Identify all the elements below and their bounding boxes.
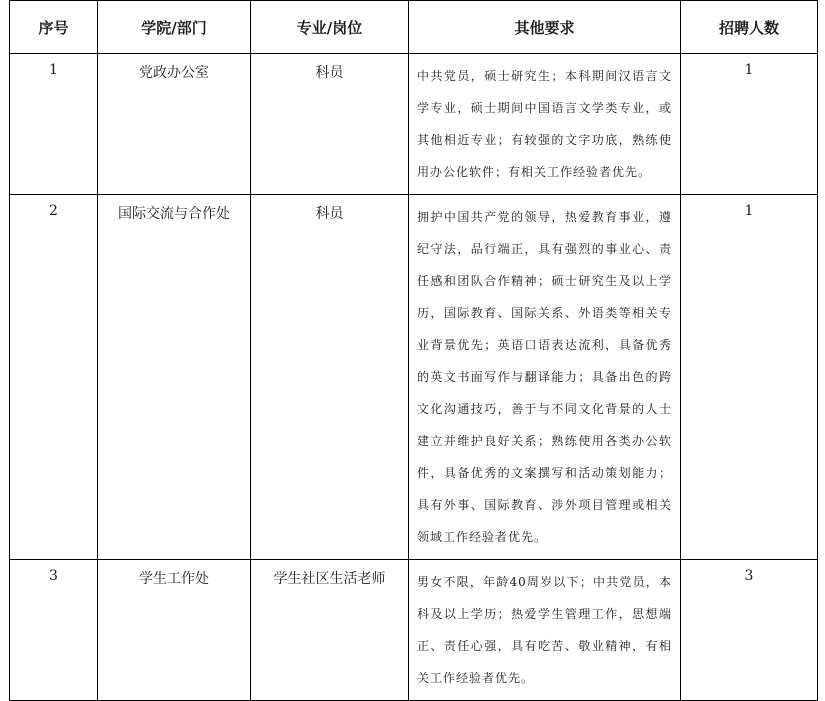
cell-count: 1: [681, 195, 818, 560]
header-no: 序号: [10, 1, 98, 54]
cell-dept: 学生工作处: [98, 560, 251, 701]
header-dept: 学院/部门: [98, 1, 251, 54]
cell-dept: 国际交流与合作处: [98, 195, 251, 560]
table-row: [10, 195, 818, 560]
header-count: 招聘人数: [681, 1, 818, 54]
cell-count: 1: [681, 54, 818, 195]
header-post: 专业/岗位: [251, 1, 409, 54]
cell-post: 科员: [251, 54, 409, 195]
header-req: 其他要求: [409, 1, 681, 54]
cell-no: 1: [10, 54, 98, 195]
cell-req: 中共党员，硕士研究生；本科期间汉语言文学专业，硕士期间中国语言文学类专业，或其他相近专业；有较强的文字功底，熟练使用办公化软件；有相关工作经验者优先。: [409, 54, 681, 195]
cell-post: 学生社区生活老师: [251, 560, 409, 701]
table-row: [10, 54, 818, 195]
cell-no: 3: [10, 560, 98, 701]
cell-count: 3: [681, 560, 818, 701]
cell-post: 科员: [251, 195, 409, 560]
cell-dept: 党政办公室: [98, 54, 251, 195]
cell-req: 男女不限，年龄40周岁以下；中共党员，本科及以上学历；热爱学生管理工作，思想端正、责任心强，具有吃苦、敬业精神，有相关工作经验者优先。: [409, 560, 681, 701]
recruitment-table: [9, 0, 818, 701]
cell-req: 拥护中国共产党的领导，热爱教育事业，遵纪守法，品行端正，具有强烈的事业心、责任感和团队合作精神；硕士研究生及以上学历，国际教育、国际关系、外语类等相关专业背景优先；英语口语表达流利，具备优秀的英文书面写作与翻译能力；具备出色的跨文化沟通技巧，善于与不同文化背景的人士建立并维护良好关系；熟练使用各类办公软件，具备优秀的文案撰写和活动策划能力；具有外事、国际教育、涉外项目管理或相关领域工作经验者优先。: [409, 195, 681, 560]
table-row: [10, 560, 818, 701]
header-row: [10, 1, 818, 54]
cell-no: 2: [10, 195, 98, 560]
